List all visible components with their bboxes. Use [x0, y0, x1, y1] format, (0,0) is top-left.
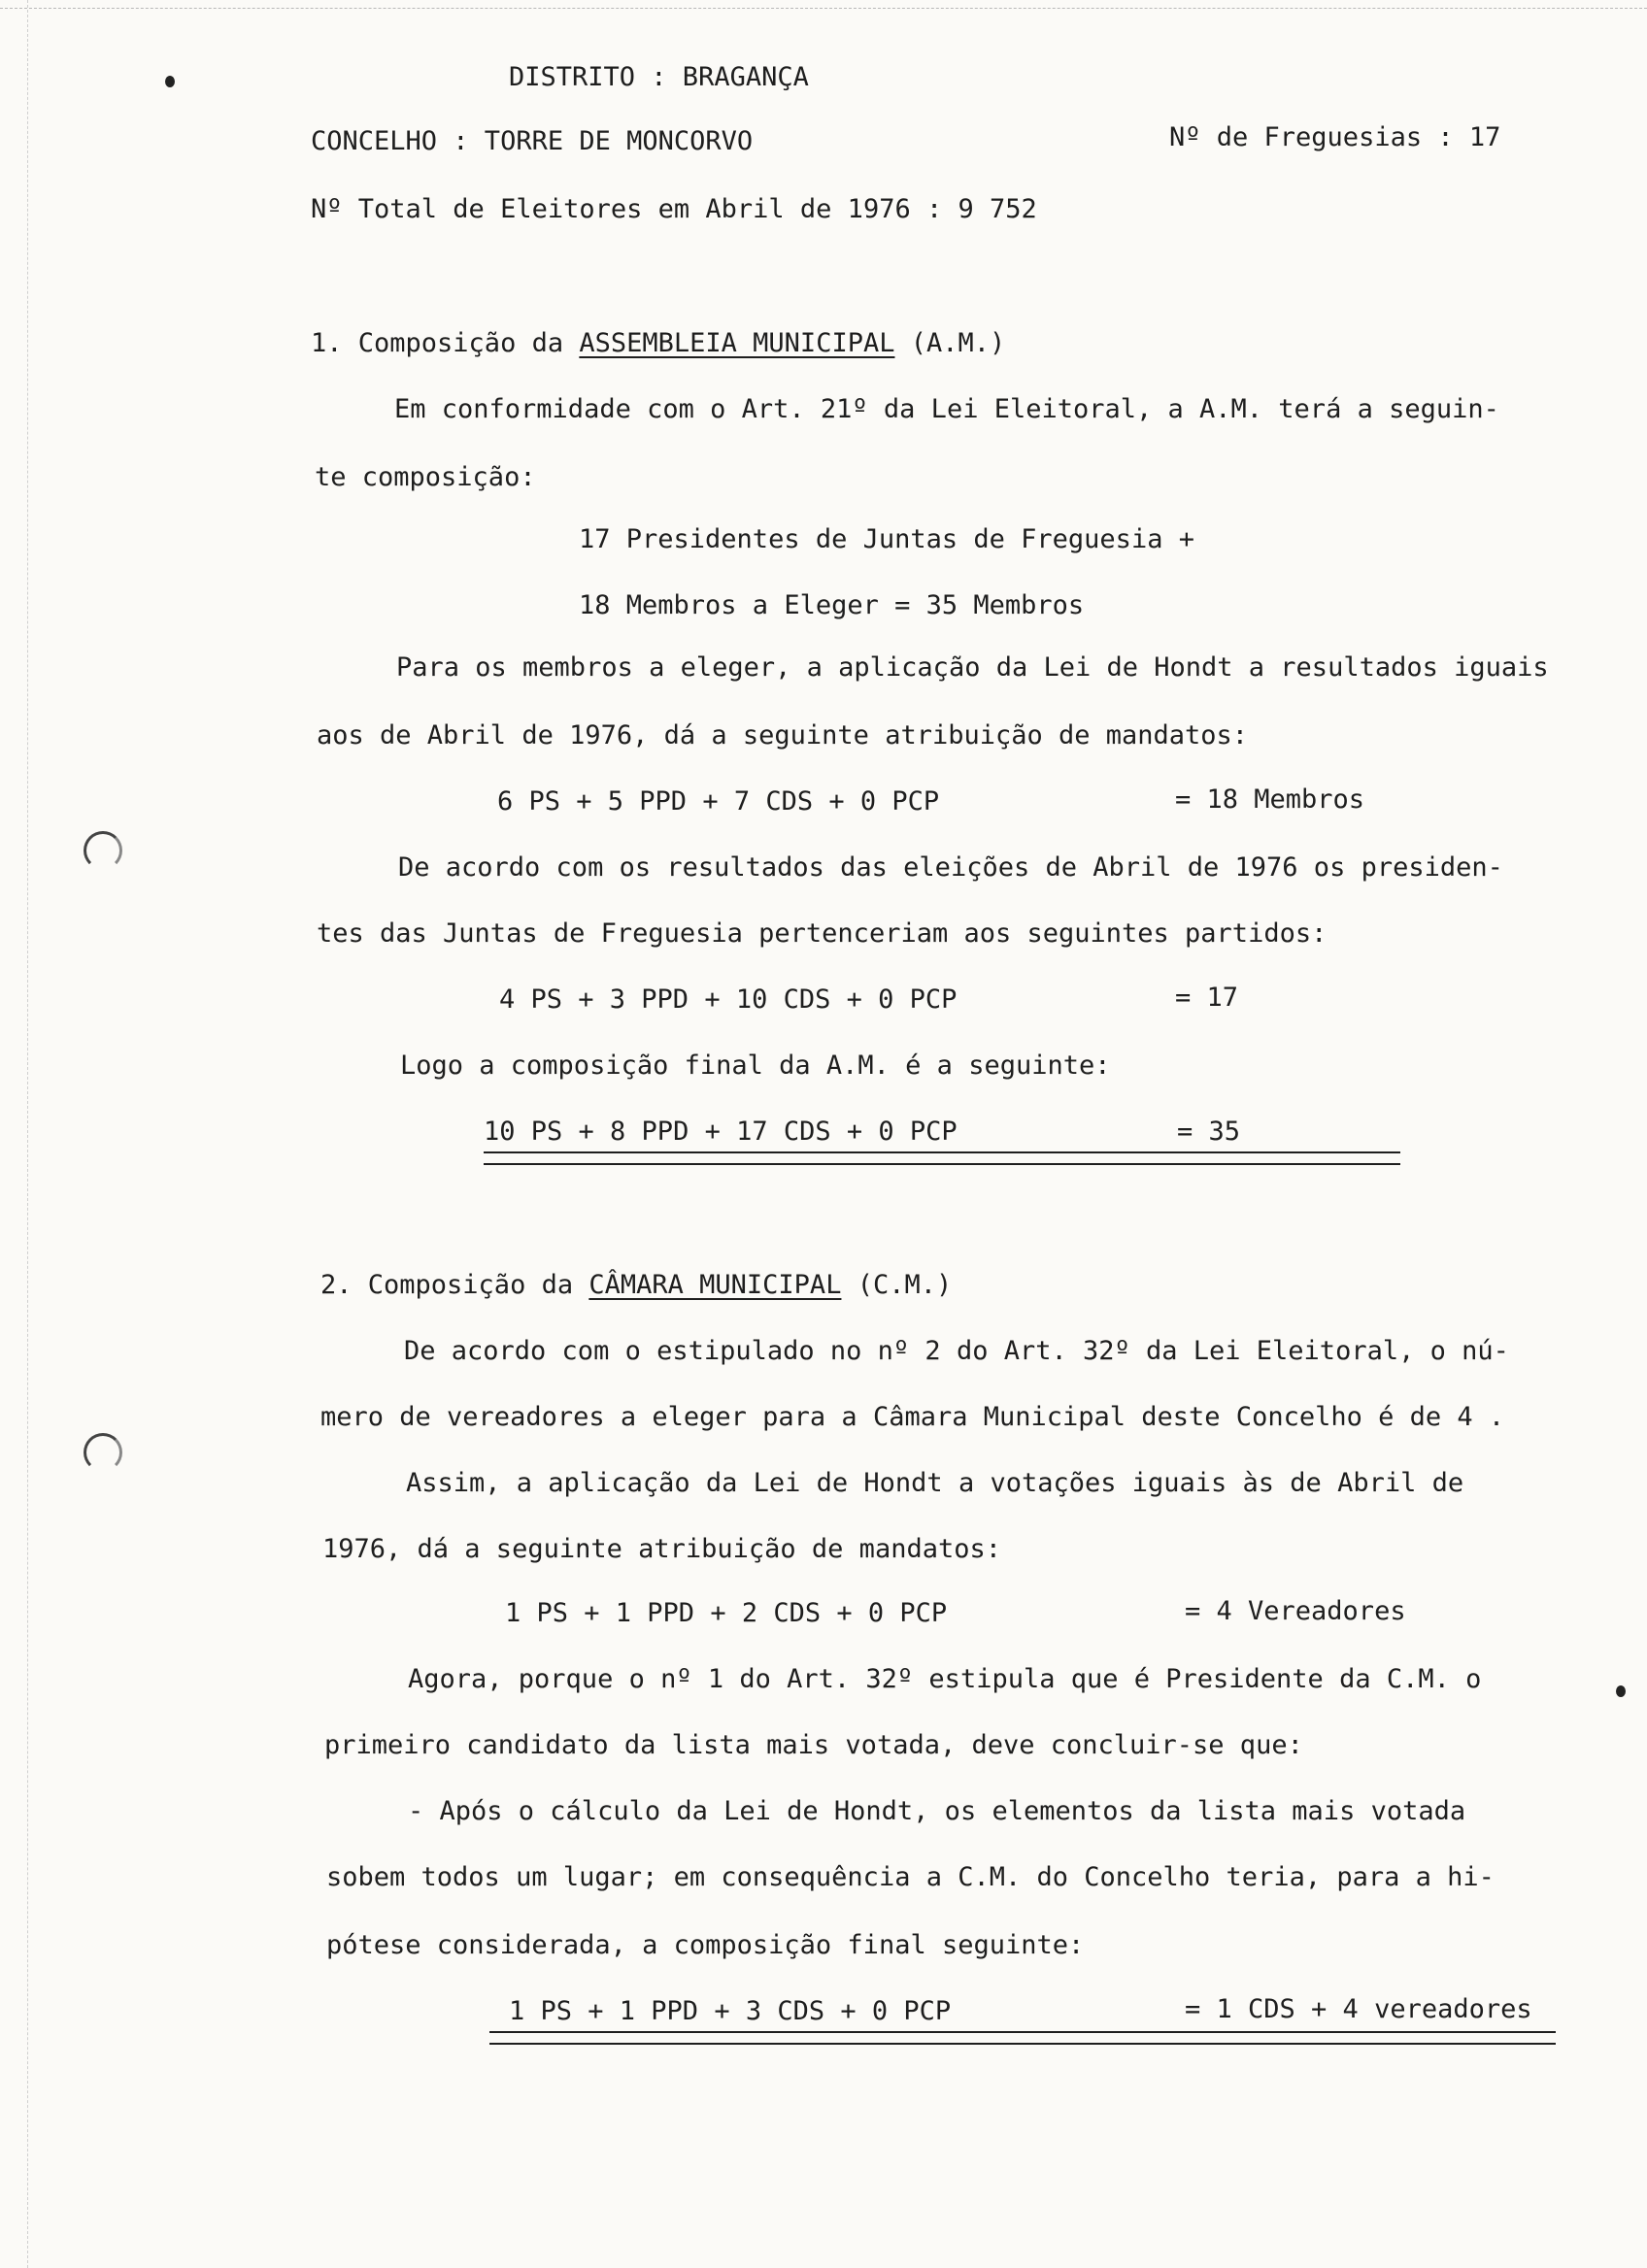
final-parties: 1 PS + 1 PPD + 3 CDS + 0 PCP [509, 1996, 952, 2026]
result-parties: 4 PS + 3 PPD + 10 CDS + 0 PCP [499, 984, 958, 1015]
section1-title [311, 328, 1005, 359]
result-parties: 1 PS + 1 PPD + 2 CDS + 0 PCP [505, 1598, 948, 1628]
scan-top-edge [0, 8, 1647, 9]
section2-title-suffix: (C.M.) [857, 1270, 953, 1300]
binder-hole [84, 1433, 122, 1472]
paragraph-line: Em conformidade com o Art. 21º da Lei Eleitoral, a A.M. terá a seguin- [394, 394, 1499, 424]
paragraph-line: Para os membros a eleger, a aplicação da Lei de Hondt a resultados iguais [396, 652, 1549, 683]
result-parties: 6 PS + 5 PPD + 7 CDS + 0 PCP [497, 786, 940, 817]
freguesias-count: Nº de Freguesias : 17 [1169, 122, 1501, 152]
final-total: = 1 CDS + 4 vereadores [1185, 1994, 1532, 2024]
paragraph-line: aos de Abril de 1976, dá a seguinte atribuição de mandatos: [317, 720, 1249, 750]
section2-title-prefix: 2. Composição da [320, 1270, 574, 1300]
equation-line: 17 Presidentes de Juntas de Freguesia + [579, 524, 1194, 554]
final-total: = 35 [1177, 1117, 1241, 1147]
section1-title-prefix: 1. Composição da [311, 328, 564, 358]
underline-rule [484, 1163, 1400, 1165]
underline-rule [484, 1151, 1400, 1153]
final-parties: 10 PS + 8 PPD + 17 CDS + 0 PCP [484, 1117, 958, 1147]
paragraph-line: De acordo com os resultados das eleições de Abril de 1976 os presiden- [398, 852, 1503, 883]
underline-rule [489, 2031, 1556, 2033]
paragraph-line: primeiro candidato da lista mais votada, deve concluir-se que: [324, 1730, 1303, 1760]
result-total: = 4 Vereadores [1185, 1596, 1406, 1626]
equation-line: 18 Membros a Eleger = 35 Membros [579, 590, 1085, 620]
section1-title-suffix: (A.M.) [910, 328, 1006, 358]
punch-mark [165, 76, 175, 87]
paragraph-line: Logo a composição final da A.M. é a seguinte: [400, 1051, 1111, 1081]
result-total: = 18 Membros [1175, 784, 1365, 815]
distrito-line: DISTRITO : BRAGANÇA [509, 62, 809, 92]
concelho-line: CONCELHO : TORRE DE MONCORVO [311, 126, 754, 156]
section2-title-main: CÂMARA MUNICIPAL [588, 1270, 842, 1300]
section1-title-main: ASSEMBLEIA MUNICIPAL [579, 328, 895, 358]
section2-title [320, 1270, 952, 1301]
paragraph-line: pótese considerada, a composição final seguinte: [326, 1930, 1085, 1960]
paragraph-line: 1976, dá a seguinte atribuição de mandatos: [322, 1534, 1001, 1564]
paragraph-line: Agora, porque o nº 1 do Art. 32º estipula que é Presidente da C.M. o [408, 1664, 1482, 1694]
punch-mark [1616, 1685, 1626, 1697]
paragraph-line: tes das Juntas de Freguesia pertenceriam aos seguintes partidos: [317, 918, 1328, 949]
underline-rule [489, 2043, 1556, 2045]
paragraph-line: mero de vereadores a eleger para a Câmara Municipal deste Concelho é de 4 . [320, 1402, 1505, 1432]
scan-left-edge [27, 0, 28, 2268]
paragraph-line: sobem todos um lugar; em consequência a C.M. do Concelho teria, para a hi- [326, 1862, 1495, 1892]
paragraph-line: Assim, a aplicação da Lei de Hondt a votações iguais às de Abril de [406, 1468, 1464, 1498]
paragraph-line: De acordo com o estipulado no nº 2 do Art. 32º da Lei Eleitoral, o nú- [404, 1336, 1509, 1366]
binder-hole [84, 831, 122, 870]
total-eleitores: Nº Total de Eleitores em Abril de 1976 : 9 752 [311, 194, 1037, 224]
result-total: = 17 [1175, 983, 1239, 1013]
paragraph-line: te composição: [315, 462, 536, 492]
paragraph-line: - Após o cálculo da Lei de Hondt, os elementos da lista mais votada [408, 1796, 1466, 1826]
